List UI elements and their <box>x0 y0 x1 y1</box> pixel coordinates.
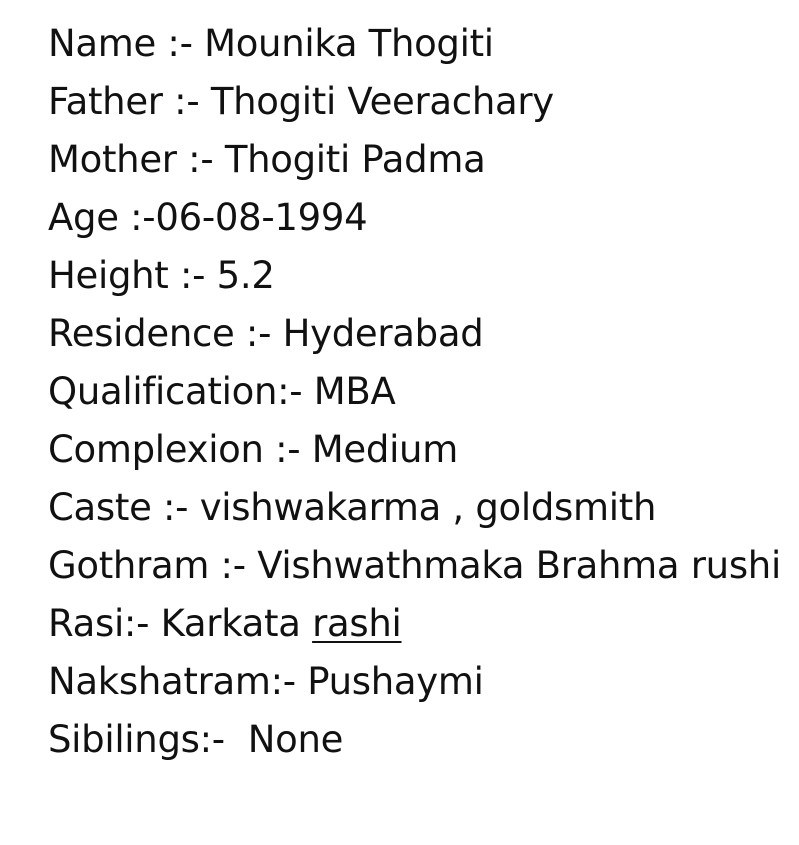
mother-line: Mother :- Thogiti Padma <box>48 138 486 181</box>
complexion-line: Complexion :- Medium <box>48 428 458 471</box>
rasi-line <box>48 595 793 653</box>
nakshatram-line: Nakshatram:- Pushaymi <box>48 660 484 703</box>
caste-line: Caste :- vishwakarma , goldsmith <box>48 486 657 529</box>
siblings-line: Sibilings:- None <box>48 718 344 761</box>
name-line: Name :- Mounika Thogiti <box>48 22 494 65</box>
height-line: Height :- 5.2 <box>48 254 275 297</box>
qualification-line: Qualification:- MBA <box>48 370 396 413</box>
rasi-label: Rasi:- Karkata <box>48 602 313 645</box>
biodata-document <box>48 15 793 769</box>
age-line: Age :-06-08-1994 <box>48 196 368 239</box>
residence-line: Residence :- Hyderabad <box>48 312 484 355</box>
gothram-line: Gothram :- Vishwathmaka Brahma rushi <box>48 544 781 587</box>
father-line: Father :- Thogiti Veerachary <box>48 80 554 123</box>
rasi-underlined-word: rashi <box>312 602 402 645</box>
